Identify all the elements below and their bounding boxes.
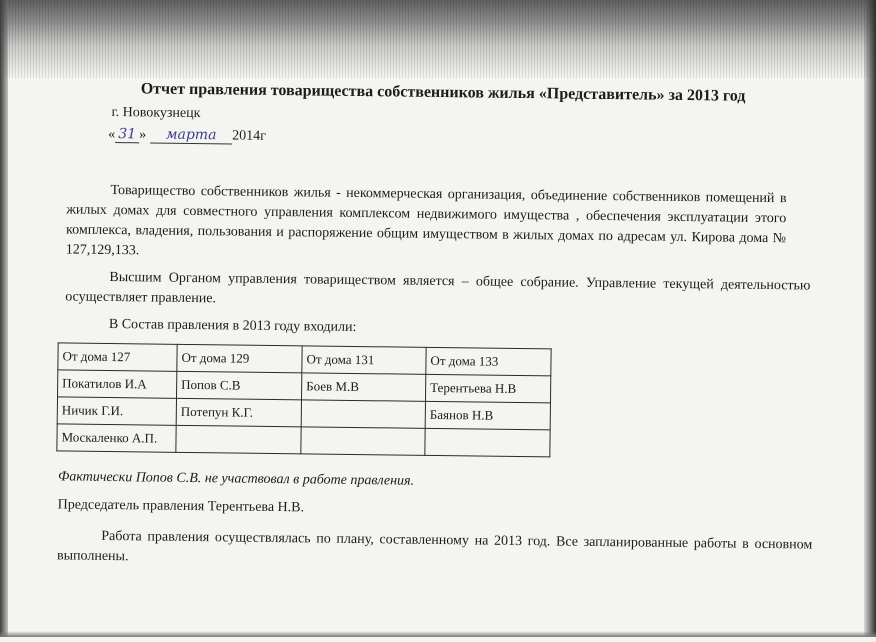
date-close-quote: » <box>139 127 147 143</box>
table-cell: Боев М.В <box>301 373 425 402</box>
table-cell: Покатилов И.А <box>58 370 177 398</box>
handwritten-day: 31 <box>115 126 139 143</box>
table-cell: Терентьева Н.В <box>425 374 550 403</box>
table-header-cell: От дома 133 <box>426 347 551 376</box>
table-row <box>57 424 550 457</box>
table-cell: Москаленко А.П. <box>57 424 176 452</box>
paragraph-work-summary: Работа правления осуществлялась по плану, составленному на 2013 год. Все запланированные работы в основном выполнены. <box>56 528 813 565</box>
table-cell: Потепун К.Г. <box>176 398 301 427</box>
table-header-cell: От дома 129 <box>177 344 302 373</box>
date-line <box>108 126 266 145</box>
document-title: Отчет правления товарищества собственников жилья «Представитель» за 2013 год <box>140 80 746 105</box>
table-cell <box>301 400 425 429</box>
table-cell: Баянов Н.В <box>425 401 550 430</box>
table-cell <box>301 427 425 456</box>
date-year: 2014г <box>232 128 267 144</box>
table-cell <box>425 428 550 457</box>
table-header-cell: От дома 131 <box>302 346 426 375</box>
board-table <box>56 342 551 457</box>
board-note: Фактически Попов С.В. не участвовал в работе правления. <box>57 469 415 489</box>
paragraph-governance: Высшим Органом управления товариществом является – общее собрание. Управление текущей деятельностью осуществляет правление. <box>65 269 811 307</box>
table-cell: Ничик Г.И. <box>57 397 176 425</box>
handwritten-month: марта <box>150 126 232 144</box>
paragraph-intro: Товарищество собственников жилья - некоммерческая организация, объединение собственников помещений в жилых домах для совместного управления комплексом недвижимого имущества , обеспечения эксплуатации этого комплекса, владения, пользования и распоряжение общим имуществом в жилых домах по адресам ул. Кирова дома № 127,129,133. <box>65 182 787 259</box>
chairman-line: Председатель правления Терентьева Н.В. <box>57 497 305 516</box>
table-cell: Попов С.В <box>177 371 302 400</box>
date-open-quote: « <box>108 126 116 143</box>
table-cell <box>176 425 301 454</box>
table-header-cell: От дома 127 <box>58 343 177 371</box>
city-line: г. Новокузнецк <box>111 104 201 122</box>
board-intro: В Состав правления в 2013 году входили: <box>108 316 357 336</box>
